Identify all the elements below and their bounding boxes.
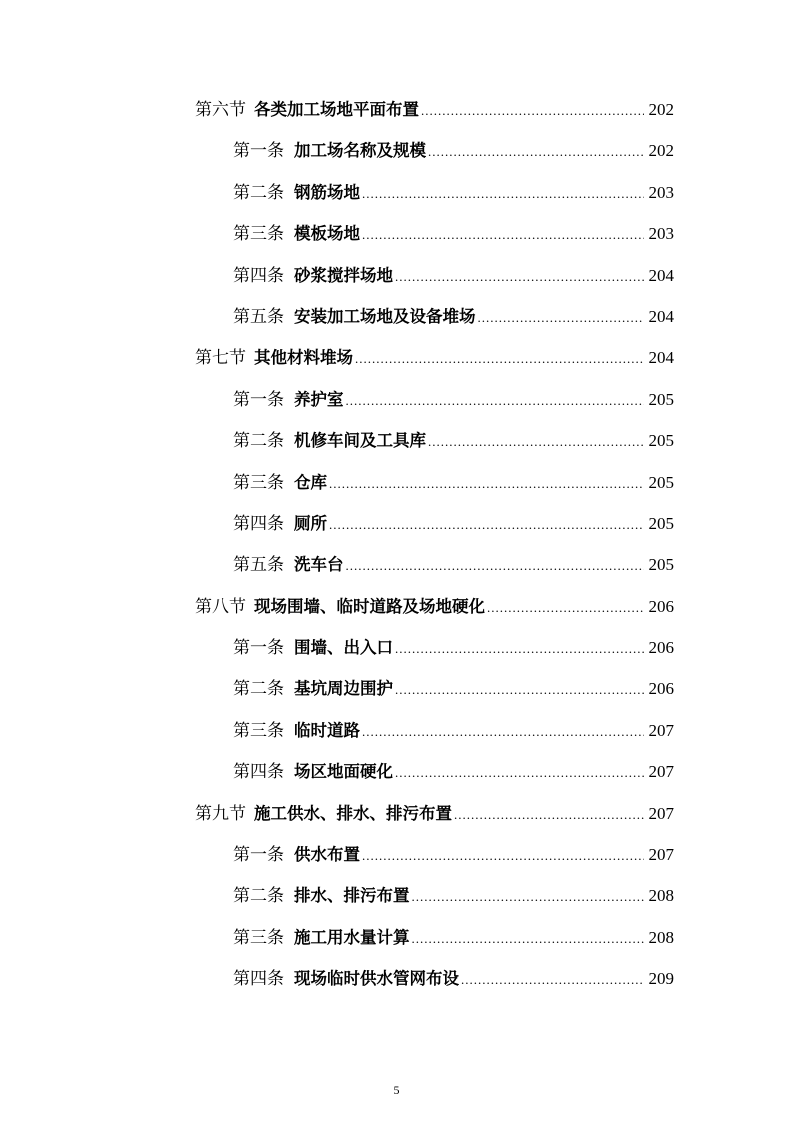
toc-dot-leader — [395, 669, 644, 710]
toc-dot-leader — [487, 587, 644, 628]
toc-section-entry[interactable] — [195, 337, 674, 378]
toc-article-entry[interactable] — [233, 958, 674, 999]
toc-entry-number: 第九节 — [195, 803, 246, 824]
toc-entry-number: 第三条 — [233, 720, 284, 741]
toc-entry-title: 基坑周边围护 — [294, 679, 393, 699]
toc-entry-number: 第一条 — [233, 845, 284, 866]
toc-entry-page: 206 — [648, 596, 674, 616]
toc-dot-leader — [346, 545, 645, 586]
toc-article-entry[interactable] — [233, 255, 674, 296]
toc-entry-number: 第三条 — [233, 472, 284, 493]
toc-entry-title: 供水布置 — [294, 845, 360, 865]
toc-article-entry[interactable] — [233, 875, 674, 916]
toc-entry-number: 第四条 — [233, 513, 284, 534]
toc-entry-page: 207 — [648, 803, 674, 823]
toc-dot-leader — [362, 711, 644, 752]
toc-dot-leader — [421, 90, 644, 131]
toc-article-entry[interactable] — [233, 379, 674, 420]
toc-entry-title: 现场围墙、临时道路及场地硬化 — [254, 596, 485, 616]
toc-entry-number: 第二条 — [233, 431, 284, 452]
toc-dot-leader — [329, 463, 644, 504]
toc-article-entry[interactable] — [233, 296, 674, 337]
toc-entry-page: 209 — [648, 969, 674, 989]
toc-entry-title: 排水、排污布置 — [294, 886, 410, 906]
toc-dot-leader — [395, 752, 644, 793]
toc-article-entry[interactable] — [233, 544, 674, 585]
toc-article-entry[interactable] — [233, 503, 674, 544]
toc-entry-title: 洗车台 — [294, 555, 344, 575]
toc-entry-title: 各类加工场地平面布置 — [254, 100, 419, 119]
toc-entry-page: 202 — [648, 141, 674, 161]
toc-entry-title: 场区地面硬化 — [294, 762, 393, 782]
toc-entry-page: 207 — [648, 720, 674, 740]
toc-entry-page: 208 — [648, 886, 674, 906]
toc-entry-page: 202 — [648, 100, 674, 119]
toc-entry-number: 第八节 — [195, 596, 246, 617]
toc-entry-number: 第一条 — [233, 638, 284, 659]
toc-entry-page: 207 — [648, 845, 674, 865]
toc-entry-page: 204 — [648, 348, 674, 368]
toc-entry-page: 203 — [648, 182, 674, 202]
toc-article-entry[interactable] — [233, 917, 674, 958]
toc-article-entry[interactable] — [233, 668, 674, 709]
toc-dot-leader — [412, 876, 645, 917]
toc-dot-leader — [346, 380, 645, 421]
toc-entry-number: 第四条 — [233, 969, 284, 990]
toc-dot-leader — [355, 338, 644, 379]
toc-entry-number: 第二条 — [233, 182, 284, 203]
toc-dot-leader — [362, 214, 644, 255]
toc-entry-title: 加工场名称及规模 — [294, 141, 426, 161]
toc-article-entry[interactable] — [233, 130, 674, 171]
toc-entry-page: 206 — [648, 679, 674, 699]
toc-entry-title: 临时道路 — [294, 720, 360, 740]
toc-dot-leader — [362, 173, 644, 214]
toc-entry-title: 厕所 — [294, 513, 327, 533]
toc-dot-leader — [395, 628, 644, 669]
toc-entry-number: 第六节 — [195, 100, 246, 120]
toc-entry-page: 204 — [648, 306, 674, 326]
toc-entry-number: 第三条 — [233, 224, 284, 245]
toc-entry-title: 施工用水量计算 — [294, 927, 410, 947]
toc-entry-number: 第一条 — [233, 141, 284, 162]
toc-entry-page: 204 — [648, 265, 674, 285]
toc-dot-leader — [461, 959, 644, 1000]
toc-article-entry[interactable] — [233, 834, 674, 875]
toc-entry-number: 第一条 — [233, 389, 284, 410]
toc-entry-number: 第五条 — [233, 555, 284, 576]
toc-entry-page: 207 — [648, 762, 674, 782]
toc-entry-page: 205 — [648, 472, 674, 492]
toc-entry-title: 模板场地 — [294, 224, 360, 244]
toc-article-entry[interactable] — [233, 627, 674, 668]
toc-article-entry[interactable] — [233, 172, 674, 213]
toc-section-entry[interactable] — [195, 793, 674, 834]
toc-article-entry[interactable] — [233, 710, 674, 751]
toc-entry-title: 现场临时供水管网布设 — [294, 969, 459, 989]
toc-section-entry[interactable] — [195, 89, 674, 130]
toc-entry-title: 仓库 — [294, 472, 327, 492]
toc-entry-page: 205 — [648, 389, 674, 409]
toc-entry-page: 205 — [648, 513, 674, 533]
toc-entry-number: 第七节 — [195, 348, 246, 369]
toc-dot-leader — [478, 297, 645, 338]
toc-entry-number: 第三条 — [233, 927, 284, 948]
toc-entry-title: 养护室 — [294, 389, 344, 409]
toc-entry-title: 施工供水、排水、排污布置 — [254, 803, 452, 823]
toc-entry-title: 其他材料堆场 — [254, 348, 353, 368]
toc-article-entry[interactable] — [233, 213, 674, 254]
toc-dot-leader — [329, 504, 644, 545]
toc-article-entry[interactable] — [233, 751, 674, 792]
toc-entry-title: 钢筋场地 — [294, 182, 360, 202]
toc-entry-title: 砂浆搅拌场地 — [294, 265, 393, 285]
toc-entry-number: 第二条 — [233, 679, 284, 700]
toc-entry-title: 围墙、出入口 — [294, 638, 393, 658]
toc-dot-leader — [428, 131, 644, 172]
toc-article-entry[interactable] — [233, 420, 674, 461]
toc-entry-number: 第四条 — [233, 265, 284, 286]
toc-dot-leader — [362, 835, 644, 876]
toc-article-entry[interactable] — [233, 462, 674, 503]
toc-dot-leader — [454, 794, 644, 835]
toc-dot-leader — [412, 918, 645, 959]
toc-entry-number: 第五条 — [233, 306, 284, 327]
toc-entry-page: 203 — [648, 224, 674, 244]
toc-dot-leader — [428, 421, 644, 462]
page-number-footer: 5 — [393, 1083, 400, 1097]
toc-entry-page: 205 — [648, 555, 674, 575]
toc-entry-title: 机修车间及工具库 — [294, 431, 426, 451]
toc-entry-number: 第四条 — [233, 762, 284, 783]
toc-entry-page: 205 — [648, 431, 674, 451]
toc-entry-title: 安装加工场地及设备堆场 — [294, 306, 476, 326]
toc-entry-page: 206 — [648, 638, 674, 658]
toc-entry-page: 208 — [648, 927, 674, 947]
toc-entry-number: 第二条 — [233, 886, 284, 907]
toc-dot-leader — [395, 256, 644, 297]
table-of-contents — [0, 89, 793, 1000]
toc-section-entry[interactable] — [195, 586, 674, 627]
